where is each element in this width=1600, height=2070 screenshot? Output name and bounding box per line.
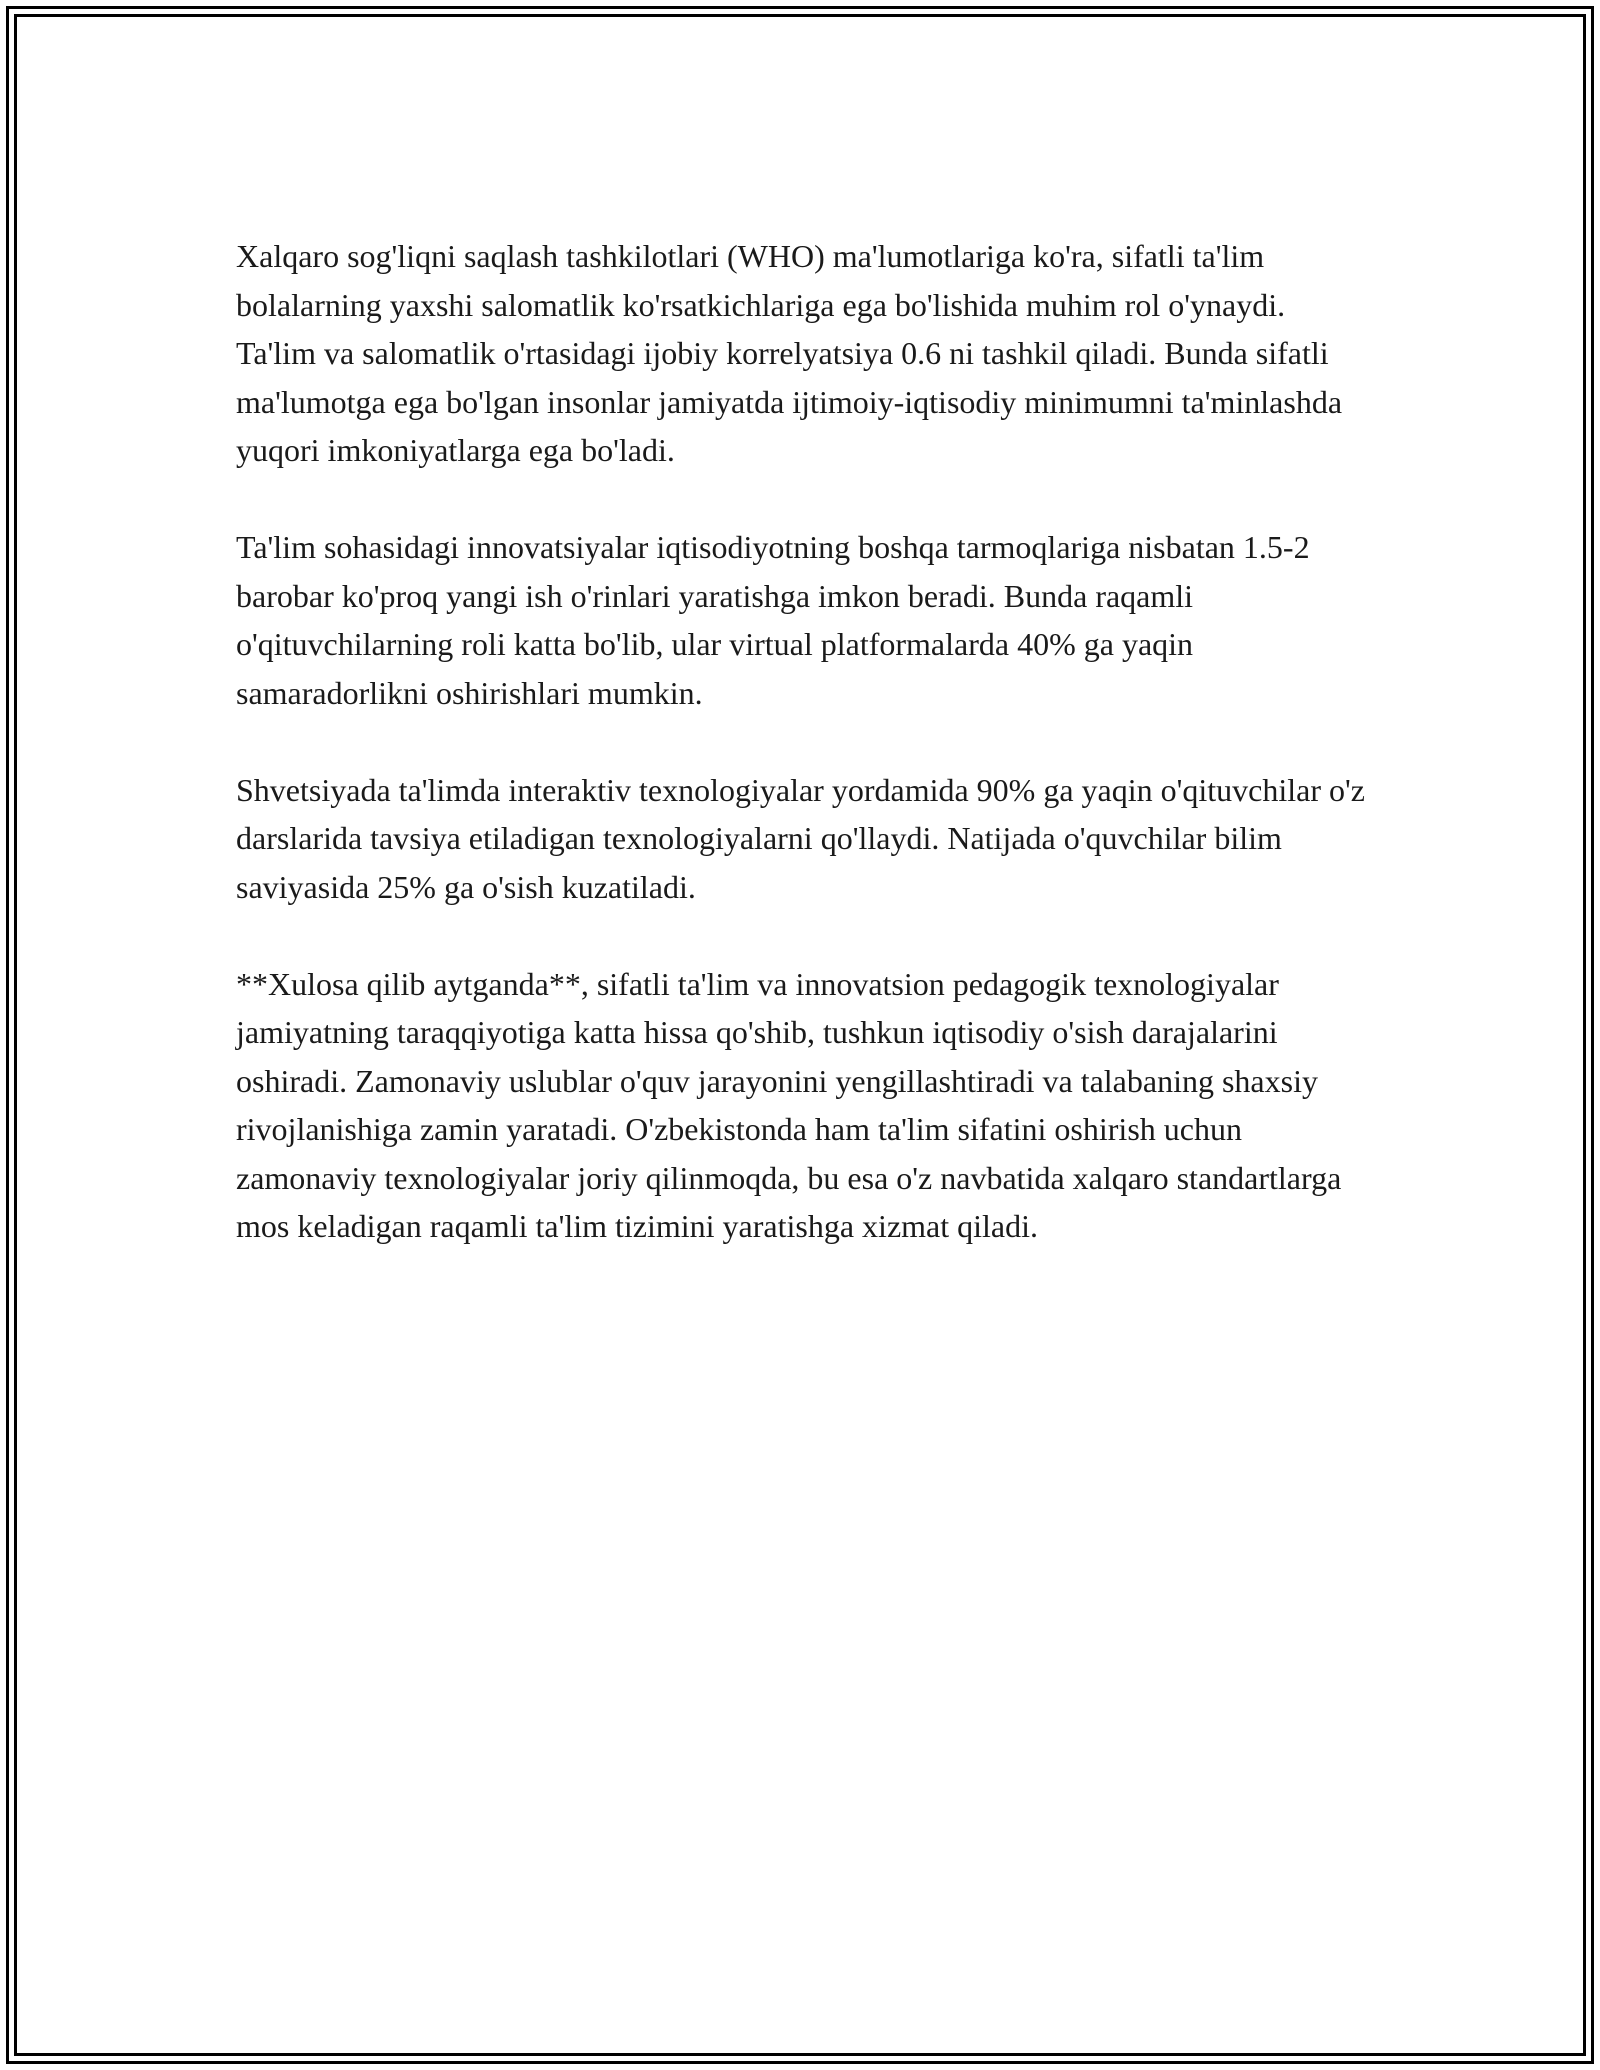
paragraph-conclusion: **Xulosa qilib aytganda**, sifatli ta'lim va innovatsion pedagogik texnologiyalar jamiyatning taraqqiyotiga katta hissa qo'shib, tushkun iqtisodiy o'sish darajalarini oshiradi. Zamonaviy uslublar o'quv jarayonini yengillashtiradi va talabaning shaxsiy rivojlanishiga zamin yaratadi. O'zbekistonda ham ta'lim sifatini oshirish uchun zamonaviy texnologiyalar joriy qilinmoqda, bu esa o'z navbatida xalqaro standartlarga mos keladigan raqamli ta'lim tizimini yaratishga xizmat qiladi. [236,965,1342,1244]
document-body [236,232,1366,1299]
paragraph-who-health: Xalqaro sog'liqni saqlash tashkilotlari (WHO) ma'lumotlariga ko'ra, sifatli ta'lim bolalarning yaxshi salomatlik ko'rsatkichlariga ega bo'lishida muhim rol o'ynaydi. Ta'lim va salomatlik o'rtasidagi ijobiy korrelyatsiya 0.6 ni tashkil qiladi. Bunda sifatli ma'lumotga ega bo'lgan insonlar jamiyatda ijtimoiy-iqtisodiy minimumni ta'minlashda yuqori imkoniyatlarga ega bo'ladi. [236,238,1343,468]
paragraph-sweden-technology: Shvetsiyada ta'limda interaktiv texnologiyalar yordamida 90% ga yaqin o'qituvchilar o'z darslarida tavsiya etiladigan texnologiyalarni qo'llaydi. Natijada o'quvchilar bilim saviyasida 25% ga o'sish kuzatiladi. [236,771,1365,905]
paragraph-innovation-jobs: Ta'lim sohasidagi innovatsiyalar iqtisodiyotning boshqa tarmoqlariga nisbatan 1.5-2 barobar ko'proq yangi ish o'rinlari yaratishga imkon beradi. Bunda raqamli o'qituvchilarning roli katta bo'lib, ular virtual platformalarda 40% ga yaqin samaradorlikni oshirishlari mumkin. [236,529,1310,711]
